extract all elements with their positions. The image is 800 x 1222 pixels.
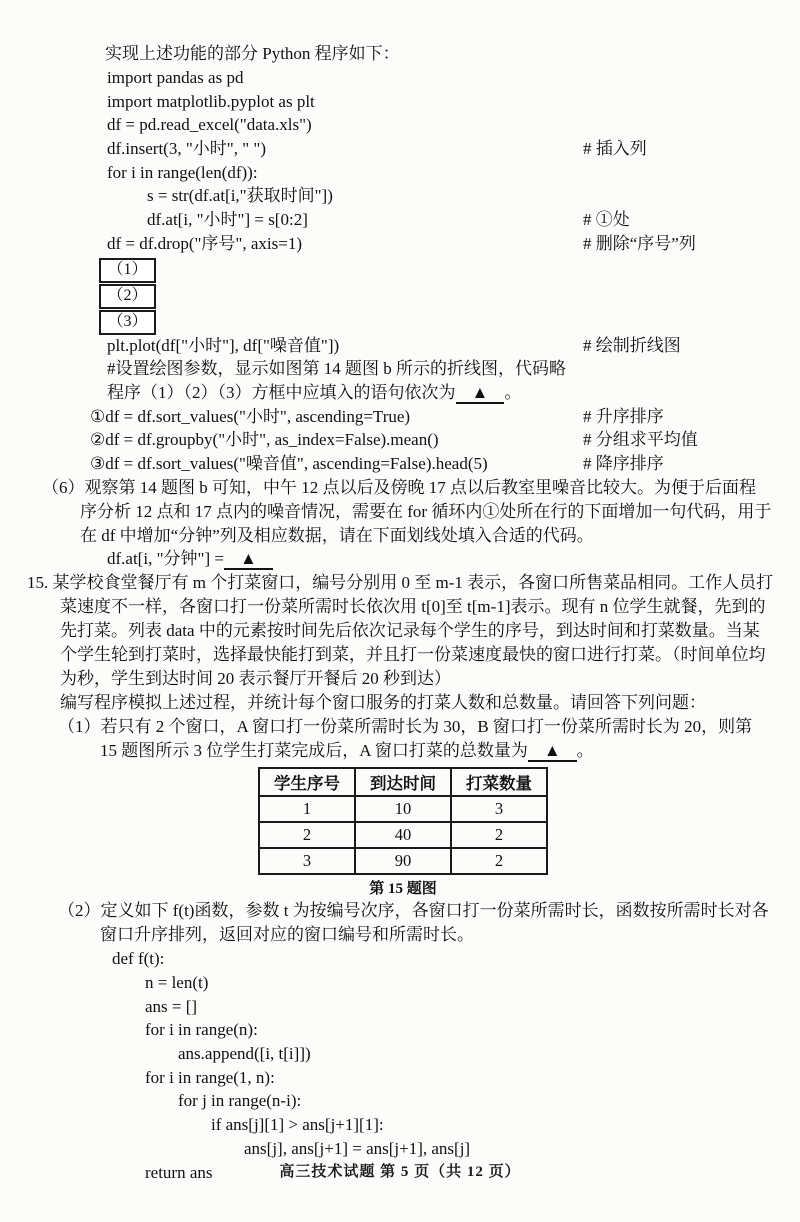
table-cell: 1 bbox=[259, 796, 355, 822]
code-line bbox=[0, 405, 800, 429]
paragraph bbox=[60, 691, 774, 715]
paragraph-text: 15. 某学校食堂餐厅有 m 个打菜窗口，编号分别用 0 至 m-1 表示，各窗口所售菜品相同。工作人员打菜速度不一样，各窗口打一份菜所需时长依次用 t[0]至 t[m-1]表示。现有 n 位学生就餐，先到的先打菜。列表 data 中的元素按时间先后依次记录每个学生的序号，到达时间和打菜数量。当某个学生轮到打菜时，选择最快能打到菜，并且打一份菜速度最快的窗口进行打菜。（时间单位均为秒，学生到达时间 20 表示餐厅开餐后 20 秒到达） bbox=[27, 573, 774, 688]
code-text: df.at[i, "分钟"] = ▲ bbox=[107, 547, 273, 571]
table-cell: 90 bbox=[355, 848, 451, 874]
code-text: df = pd.read_excel("data.xls") bbox=[107, 115, 312, 135]
table-cell: 2 bbox=[451, 822, 547, 848]
code-placeholder-line bbox=[99, 308, 800, 334]
code-placeholder-box: （1） bbox=[99, 258, 156, 283]
code-line bbox=[0, 1066, 800, 1090]
code-line bbox=[0, 381, 800, 405]
code-line bbox=[0, 113, 800, 137]
paragraph-text: （1）若只有 2 个窗口，A 窗口打一份菜所需时长为 30，B 窗口打一份菜所需时长为 20，则第 15 题图所示 3 位学生打菜完成后，A 窗口打菜的总数量为 ▲ 。 bbox=[58, 716, 757, 760]
table-cell: 3 bbox=[451, 796, 547, 822]
code-line bbox=[0, 995, 800, 1019]
code-text: for j in range(n-i): bbox=[178, 1091, 302, 1111]
table-row bbox=[259, 796, 547, 822]
code-text: return ans bbox=[145, 1162, 213, 1182]
code-comment: # 升序排序 bbox=[583, 406, 664, 426]
code-line bbox=[0, 971, 800, 995]
table-row bbox=[259, 848, 547, 874]
code-comment: # 绘制折线图 bbox=[583, 335, 681, 355]
table-header-cell: 到达时间 bbox=[355, 768, 451, 796]
code-text: #设置绘图参数，显示如图第 14 题图 b 所示的折线图，代码略 bbox=[107, 359, 566, 379]
code-line bbox=[0, 547, 800, 571]
paragraph-text: 实现上述功能的部分 Python 程序如下： bbox=[105, 44, 400, 63]
code-text: for i in range(len(df)): bbox=[107, 162, 258, 182]
code-line bbox=[0, 66, 800, 90]
paragraph bbox=[105, 42, 800, 66]
code-line bbox=[0, 947, 800, 971]
code-text: plt.plot(df["小时"], df["噪音值"]) bbox=[107, 335, 340, 355]
code-line bbox=[0, 1042, 800, 1066]
code-comment: # ①处 bbox=[583, 210, 630, 230]
code-line bbox=[0, 428, 800, 452]
table-cell: 40 bbox=[355, 822, 451, 848]
code-text: n = len(t) bbox=[145, 972, 209, 992]
code-placeholder-line bbox=[99, 282, 800, 308]
code-text: ②df = df.groupby("小时", as_index=False).mean() bbox=[90, 430, 439, 450]
code-line bbox=[0, 208, 800, 232]
code-line bbox=[0, 1137, 800, 1161]
code-text: import pandas as pd bbox=[107, 67, 244, 87]
code-text: df = df.drop("序号", axis=1) bbox=[107, 233, 302, 253]
table-cell: 2 bbox=[451, 848, 547, 874]
code-text: import matplotlib.pyplot as plt bbox=[107, 91, 315, 111]
code-text: ans[j], ans[j+1] = ans[j+1], ans[j] bbox=[244, 1138, 471, 1158]
code-placeholder-box: （3） bbox=[99, 310, 156, 335]
code-text: ans.append([i, t[i]]) bbox=[178, 1044, 311, 1064]
paragraph-text: 编写程序模拟上述过程，并统计每个窗口服务的打菜人数和总数量。请回答下列问题： bbox=[60, 692, 706, 712]
document-body bbox=[0, 42, 800, 1184]
code-line bbox=[0, 161, 800, 185]
code-line bbox=[0, 1113, 800, 1137]
code-text: s = str(df.at[i,"获取时间"]) bbox=[147, 186, 333, 206]
table-header-row bbox=[259, 768, 547, 796]
code-text: df.insert(3, "小时", " ") bbox=[107, 139, 267, 159]
code-line bbox=[0, 137, 800, 161]
paragraph bbox=[0, 476, 772, 548]
table-cell: 3 bbox=[259, 848, 355, 874]
paragraph-text: （2）定义如下 f(t)函数，参数 t 为按编号次序，各窗口打一份菜所需时长，函数按所需时长对各窗口升序排列，返回对应的窗口编号和所需时长。 bbox=[58, 901, 769, 945]
table-header-cell: 学生序号 bbox=[259, 768, 355, 796]
table-header-cell: 打菜数量 bbox=[451, 768, 547, 796]
code-text: ans = [] bbox=[145, 996, 198, 1016]
code-line bbox=[0, 334, 800, 358]
table-cell: 2 bbox=[259, 822, 355, 848]
question-15-table bbox=[258, 767, 548, 875]
page-footer: 高三技术试题 第 5 页（共 12 页） bbox=[279, 1164, 521, 1180]
answer-blank: ▲ bbox=[456, 383, 505, 404]
answer-blank: ▲ bbox=[224, 549, 273, 570]
code-text: 程序（1）（2）（3）方框中应填入的语句依次为 ▲ 。 bbox=[107, 382, 522, 402]
paragraph bbox=[0, 899, 772, 947]
code-line bbox=[0, 232, 800, 256]
code-text: ③df = df.sort_values("噪音值", ascending=False).head(5) bbox=[90, 454, 488, 474]
paragraph bbox=[0, 715, 772, 763]
table-row bbox=[259, 822, 547, 848]
code-text: for i in range(n): bbox=[145, 1020, 258, 1040]
table-caption: 第 15 题图 bbox=[369, 881, 437, 898]
code-text: ①df = df.sort_values("小时", ascending=True) bbox=[90, 406, 411, 426]
code-line bbox=[0, 357, 800, 381]
paragraph-text: （6）观察第 14 题图 b 可知，中午 12 点以后及傍晚 17 点以后教室里噪音比较大。为便于后面程序分析 12 点和 17 点内的噪音情况，需要在 for 循环内①处所在行的下面增加一句代码，用于在 df 中增加“分钟”列及相应数据，请在下面划线处填入合适的代码。 bbox=[42, 477, 772, 545]
table-cell: 10 bbox=[355, 796, 451, 822]
paragraph bbox=[0, 571, 774, 691]
code-placeholder-box: （2） bbox=[99, 284, 156, 309]
code-line bbox=[0, 452, 800, 476]
code-line bbox=[0, 184, 800, 208]
code-comment: # 删除“序号”列 bbox=[583, 233, 696, 253]
code-comment: # 分组求平均值 bbox=[583, 430, 698, 450]
code-text: df.at[i, "小时"] = s[0:2] bbox=[147, 210, 308, 230]
code-line bbox=[0, 1018, 800, 1042]
code-text: for i in range(1, n): bbox=[145, 1067, 275, 1087]
code-line bbox=[0, 90, 800, 114]
code-placeholder-line bbox=[99, 256, 800, 282]
code-comment: # 插入列 bbox=[583, 139, 647, 159]
code-line bbox=[0, 1089, 800, 1113]
answer-blank: ▲ bbox=[528, 741, 577, 762]
code-text: if ans[j][1] > ans[j+1][1]: bbox=[211, 1115, 384, 1135]
code-comment: # 降序排序 bbox=[583, 454, 664, 474]
code-text: def f(t): bbox=[112, 949, 165, 969]
